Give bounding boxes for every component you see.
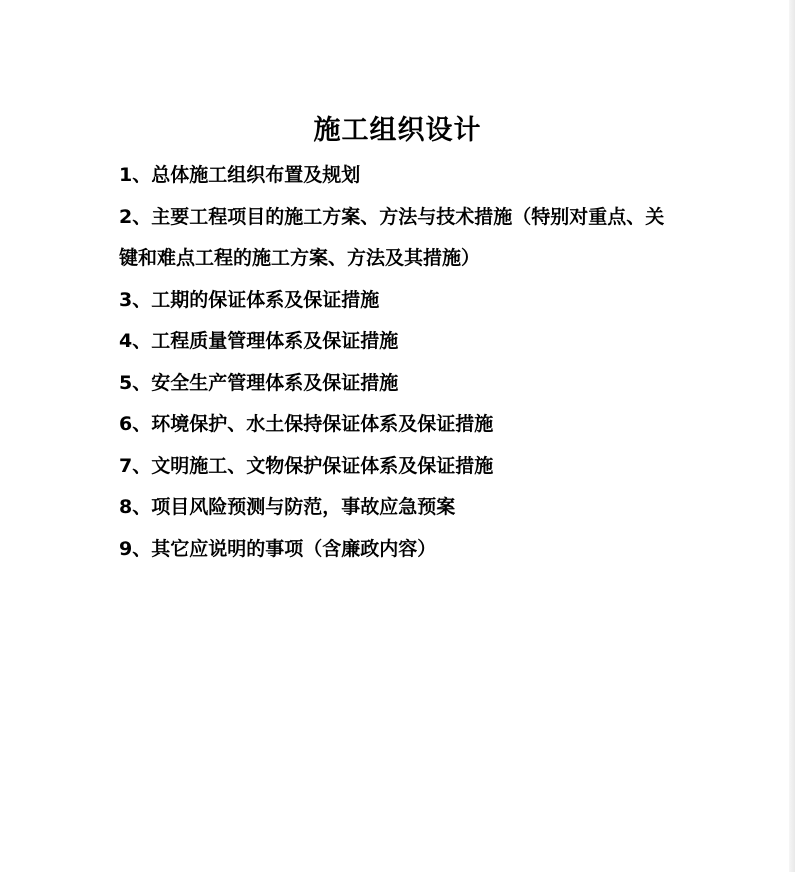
page-title: 施工组织设计 bbox=[313, 115, 482, 146]
outline-item-6: 6、环境保护、水土保持保证体系及保证措施 bbox=[119, 413, 494, 435]
outline-item-1: 1、总体施工组织布置及规划 bbox=[119, 164, 361, 186]
outline-item-3: 3、工期的保证体系及保证措施 bbox=[119, 288, 380, 311]
outline-item-2: 2、主要工程项目的施工方案、方法与技术措施（特别对重点、关键和难点工程的施工方案、方法及其措施） bbox=[119, 205, 665, 269]
outline-item-9: 9、其它应说明的事项（含廉政内容） bbox=[119, 537, 437, 560]
page-edge-shadow bbox=[789, 0, 795, 872]
outline-item-8: 8、项目风险预测与防范，事故应急预案 bbox=[119, 496, 456, 518]
outline-item-7: 7、文明施工、文物保护保证体系及保证措施 bbox=[119, 454, 494, 477]
outline-list bbox=[119, 155, 679, 570]
outline-item-4: 4、工程质量管理体系及保证措施 bbox=[119, 330, 399, 352]
outline-item-5: 5、安全生产管理体系及保证措施 bbox=[119, 371, 399, 394]
